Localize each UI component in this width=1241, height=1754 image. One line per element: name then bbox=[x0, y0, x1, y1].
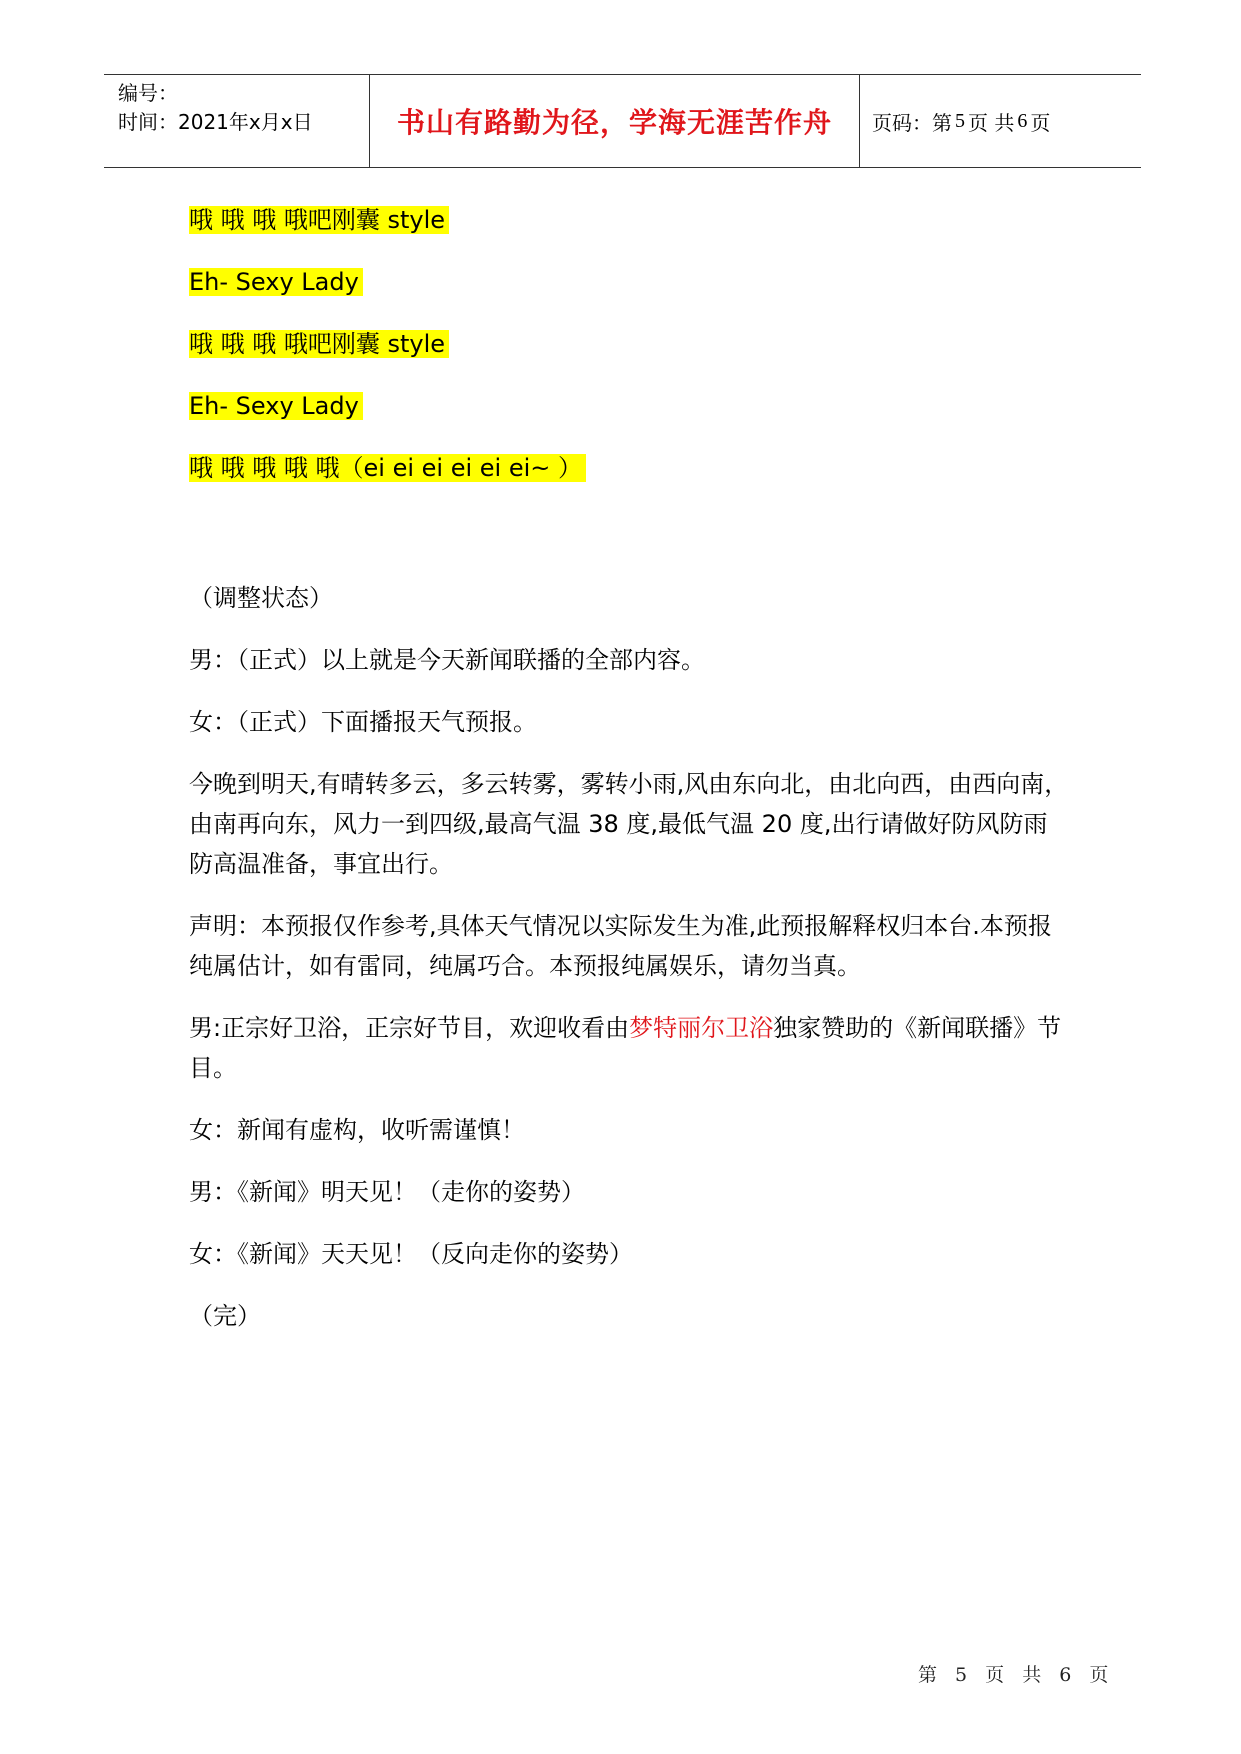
page-footer: 第 5 页 共 6 页 bbox=[918, 1664, 1115, 1686]
dialogue-line: 女：（正式）下面播报天气预报。 bbox=[189, 708, 537, 736]
end-marker: （完） bbox=[189, 1302, 261, 1330]
stage-direction: （调整状态） bbox=[189, 584, 333, 612]
highlighted-text: Eh- Sexy Lady bbox=[189, 268, 363, 296]
page-current: 5 bbox=[955, 109, 965, 132]
dialogue-line: 男：《新闻》明天见！（走你的姿势） bbox=[189, 1178, 585, 1206]
dialogue-line: 女：《新闻》天天见！（反向走你的姿势） bbox=[189, 1240, 633, 1268]
dialogue-line: 男：（正式）以上就是今天新闻联播的全部内容。 bbox=[189, 646, 705, 674]
page-total: 6 bbox=[1017, 109, 1028, 132]
lyric-line bbox=[189, 386, 1069, 426]
header-motto: 书山有路勤为径，学海无涯苦作舟 bbox=[396, 106, 832, 139]
paragraph-gap bbox=[189, 510, 1069, 578]
statement-paragraph: 声明：本预报仅作参考,具体天气情况以实际发生为准,此预报解释权归本台.本预报纯属估计，如有雷同，纯属巧合。本预报纯属娱乐，请勿当真。 bbox=[189, 912, 1052, 980]
dialogue-line: 女：新闻有虚构，收听需谨慎！ bbox=[189, 1116, 525, 1144]
page-end-label: 页 bbox=[1030, 110, 1051, 135]
highlighted-text: 哦 哦 哦 哦 哦（ei ei ei ei ei ei~ ） bbox=[189, 454, 586, 482]
document-body bbox=[189, 200, 1069, 1358]
header-motto-cell bbox=[369, 75, 860, 167]
lyric-line bbox=[189, 448, 1069, 488]
lyric-line bbox=[189, 262, 1069, 302]
document-number-label: 编号： bbox=[118, 81, 178, 105]
highlighted-text: Eh- Sexy Lady bbox=[189, 392, 363, 420]
page-header bbox=[104, 74, 1141, 168]
dialogue-line bbox=[189, 1008, 1069, 1088]
highlighted-text: 哦 哦 哦 哦吧刚囊 style bbox=[189, 206, 449, 234]
dialogue-text: 独家赞助的《新闻联播》节目。 bbox=[189, 1014, 1062, 1082]
header-page-info bbox=[860, 75, 1141, 167]
lyric-line bbox=[189, 324, 1069, 364]
highlighted-text: 哦 哦 哦 哦吧刚囊 style bbox=[189, 330, 449, 358]
document-time-label: 时间：2021年x月x日 bbox=[118, 110, 313, 134]
sponsor-name: 梦特丽尔卫浴 bbox=[629, 1014, 774, 1042]
page-mid-label: 页 共 bbox=[968, 110, 1015, 135]
page-label: 页码：第 bbox=[872, 110, 952, 135]
weather-paragraph: 今晚到明天,有晴转多云，多云转雾，雾转小雨,风由东向北，由北向西，由西向南，由南再向东，风力一到四级,最高气温 38 度,最低气温 20 度,出行请做好防风防雨防高温准备，事宜出行。 bbox=[189, 770, 1069, 878]
dialogue-text: 男:正宗好卫浴，正宗好节目，欢迎收看由 bbox=[189, 1014, 630, 1042]
lyric-line bbox=[189, 200, 1069, 240]
header-meta bbox=[104, 75, 369, 167]
